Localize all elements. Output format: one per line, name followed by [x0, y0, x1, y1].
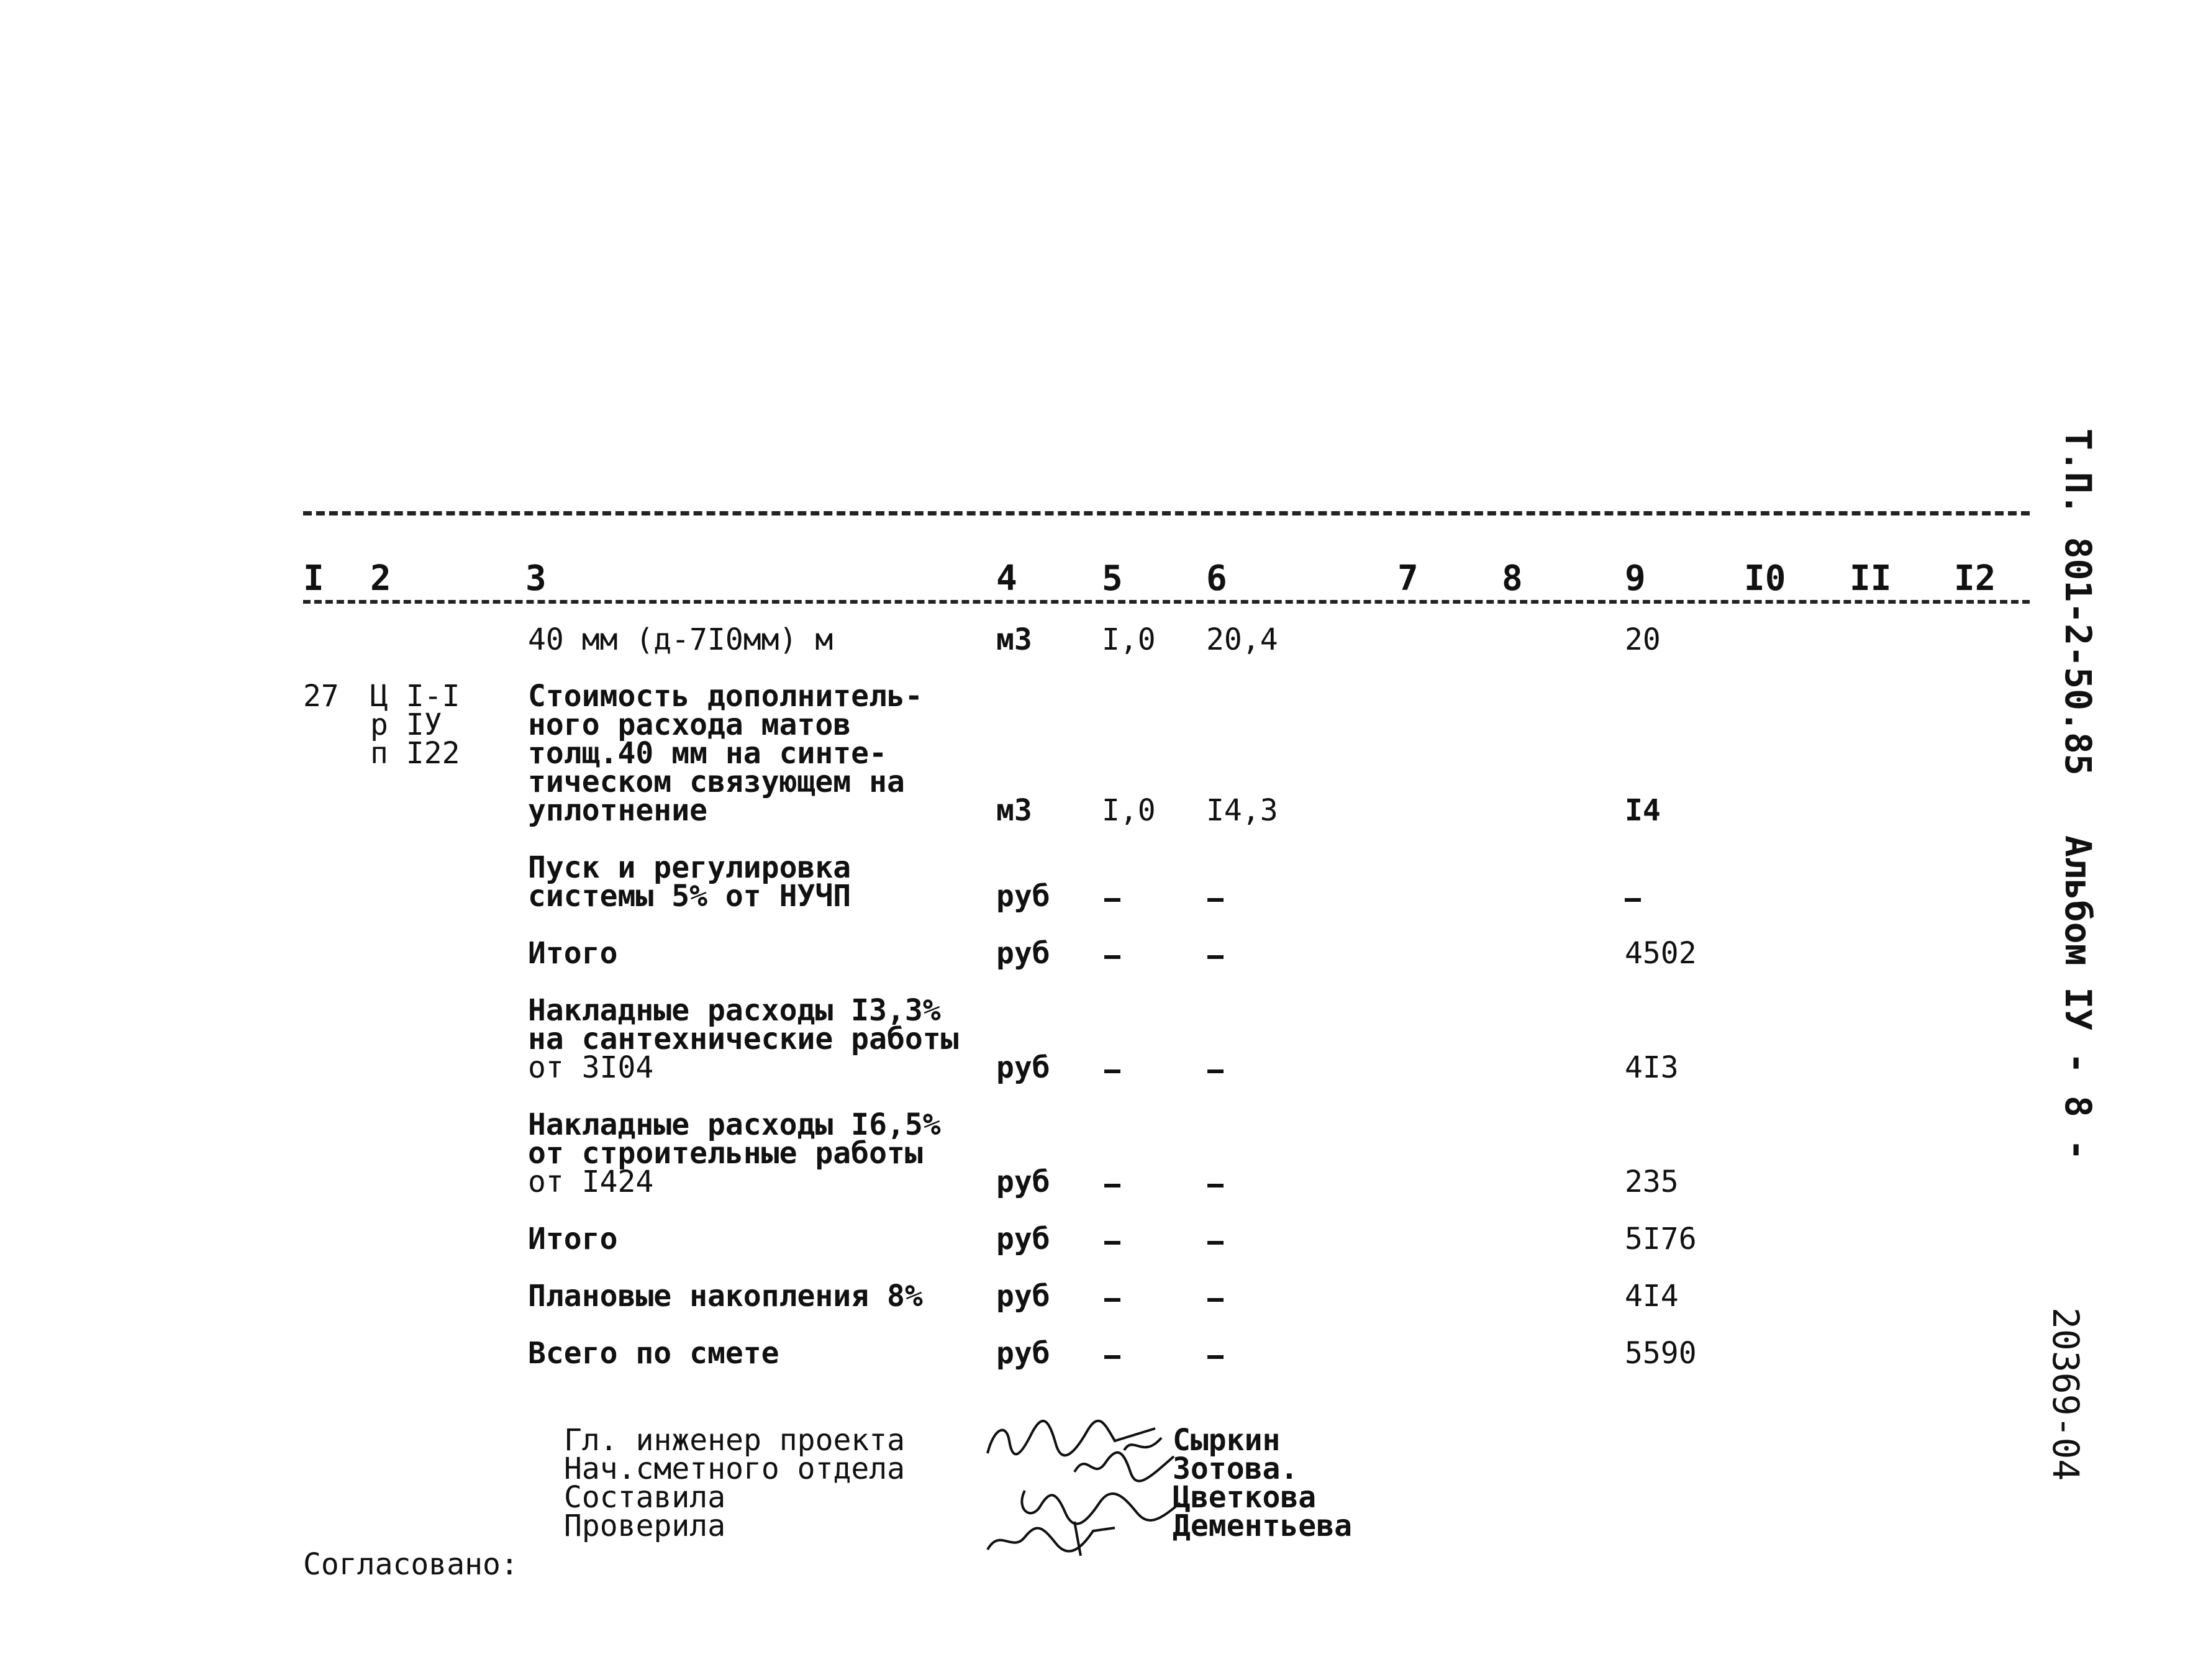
row-qty-dash: [1104, 898, 1120, 902]
row-price-dash: [1207, 1241, 1224, 1245]
row-total: 5I76: [1625, 1222, 1697, 1256]
album-page-label: Альбом IУ - 8 -: [2057, 835, 2099, 1161]
signature-role: Составила: [564, 1480, 726, 1515]
row-desc-line: уплотнение: [528, 793, 707, 828]
row-total: 4502: [1625, 936, 1697, 971]
row-qty-dash: [1104, 1069, 1120, 1073]
row-unit: м3: [996, 622, 1032, 657]
row-price: I4,3: [1206, 793, 1278, 828]
row-price-dash: [1207, 955, 1224, 959]
row-unit: м3: [996, 793, 1032, 828]
top-dashed-rule: [303, 511, 2030, 515]
signature-name: Дементьева: [1173, 1509, 1352, 1543]
row-unit: руб: [996, 936, 1050, 971]
row-price-dash: [1207, 1184, 1224, 1187]
col-header-6: 6: [1206, 558, 1227, 599]
row-total: 5590: [1625, 1336, 1697, 1371]
row-price-dash: [1207, 1069, 1224, 1073]
col-header-7: 7: [1397, 558, 1419, 599]
handwritten-signature-2: [1068, 1447, 1180, 1484]
header-dashed-rule: [303, 600, 2030, 604]
row-qty-dash: [1104, 1355, 1120, 1359]
signature-name: Сыркин: [1173, 1423, 1281, 1458]
row-qty-dash: [1104, 1241, 1120, 1245]
row-desc-line: от I424: [528, 1165, 654, 1199]
row-desc-line: Накладные расходы I3,3%: [528, 993, 941, 1028]
row-desc: Итого: [528, 1222, 618, 1256]
col-header-2: 2: [370, 558, 391, 599]
row-code-line: п I22: [370, 736, 460, 771]
row-qty-dash: [1104, 955, 1120, 959]
row-price: 20,4: [1206, 622, 1278, 657]
row-desc-line: тическом связующем на: [528, 765, 905, 799]
col-header-1: I: [303, 558, 324, 599]
signature-name: Цветкова: [1173, 1480, 1317, 1515]
row-qty: I,0: [1102, 793, 1156, 828]
row-unit: руб: [996, 1165, 1050, 1199]
row-qty-dash: [1104, 1184, 1120, 1187]
row-total: 4I3: [1625, 1050, 1679, 1085]
col-header-11: II: [1850, 558, 1892, 599]
col-header-8: 8: [1502, 558, 1523, 599]
col-header-3: 3: [525, 558, 547, 599]
row-unit: руб: [996, 1050, 1050, 1085]
row-price-dash: [1207, 1355, 1224, 1359]
document-code: Т.П. 801-2-50.85: [2057, 429, 2099, 776]
row-desc-line: ного расхода матов: [528, 707, 851, 742]
row-code-line: р IУ: [370, 707, 442, 742]
row-total-dash: [1625, 898, 1641, 902]
row-desc-line: Накладные расходы I6,5%: [528, 1107, 941, 1142]
row-desc: 40 мм (д-7I0мм) м: [528, 622, 833, 657]
row-unit: руб: [996, 1336, 1050, 1371]
row-desc-line: системы 5% от НУЧП: [528, 879, 851, 914]
signature-name: Зотова.: [1173, 1451, 1299, 1486]
row-code-line: Ц I-I: [370, 679, 460, 714]
row-desc: Плановые накопления 8%: [528, 1279, 923, 1314]
row-price-dash: [1207, 1298, 1224, 1302]
col-header-12: I2: [1954, 558, 1996, 599]
row-unit: руб: [996, 879, 1050, 914]
row-price-dash: [1207, 898, 1224, 902]
signature-role: Проверила: [564, 1509, 726, 1543]
row-desc-line: Пуск и регулировка: [528, 850, 851, 885]
col-header-5: 5: [1102, 558, 1123, 599]
row-desc-line: Стоимость дополнитель-: [528, 679, 923, 714]
row-total: 235: [1625, 1165, 1679, 1199]
handwritten-signature-4: [981, 1515, 1124, 1559]
agreed-label: Согласовано:: [303, 1547, 519, 1582]
col-header-4: 4: [996, 558, 1017, 599]
row-desc-line: толщ.40 мм на синте-: [528, 736, 887, 771]
row-qty: I,0: [1102, 622, 1156, 657]
row-desc: Итого: [528, 936, 618, 971]
inventory-number: 20369-04: [2045, 1307, 2087, 1481]
row-desc-line: от строительные работы: [528, 1136, 923, 1171]
row-desc-line: от 3I04: [528, 1050, 654, 1085]
row-desc: Всего по смете: [528, 1336, 779, 1371]
col-header-10: I0: [1744, 558, 1786, 599]
row-qty-dash: [1104, 1298, 1120, 1302]
signature-role: Нач.сметного отдела: [564, 1451, 906, 1486]
col-header-9: 9: [1625, 558, 1646, 599]
row-unit: руб: [996, 1222, 1050, 1256]
row-unit: руб: [996, 1279, 1050, 1314]
row-desc-line: на сантехнические работы: [528, 1022, 959, 1056]
row-total: 20: [1625, 622, 1661, 657]
signature-role: Гл. инженер проекта: [564, 1423, 906, 1458]
row-number: 27: [303, 679, 339, 714]
row-total: 4I4: [1625, 1279, 1679, 1314]
row-total: I4: [1625, 793, 1661, 828]
